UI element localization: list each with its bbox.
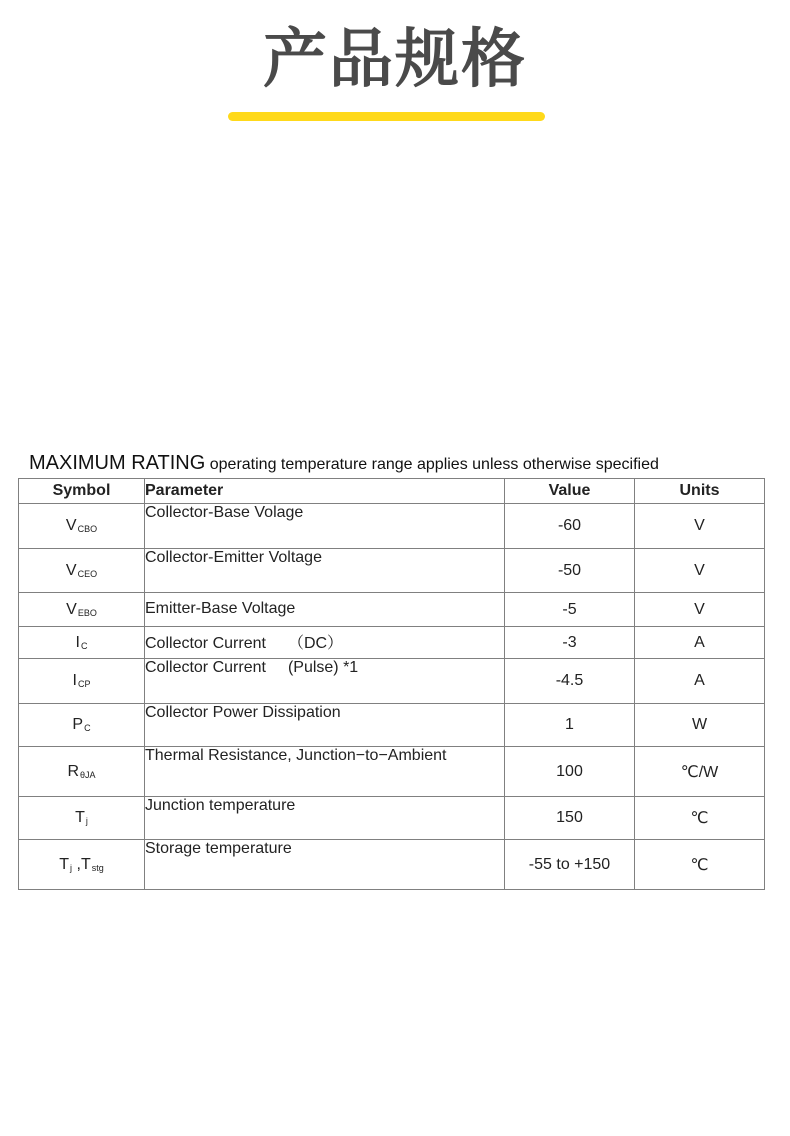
unit-cell: A (635, 627, 765, 659)
parameter-cell: Collector-Emitter Voltage (145, 549, 505, 593)
symbol-cell: $V_{CBO}$ (19, 504, 145, 549)
parameter-cell: Collector Power Dissipation (145, 704, 505, 747)
table-row (19, 797, 765, 840)
symbol-cell: $I_{CP}$ (19, 659, 145, 704)
symbol-cell: $V_{EBO}$ (19, 593, 145, 627)
parameter-cell: Collector Current （DC） (145, 627, 505, 659)
table-header-row (19, 479, 765, 504)
table-row (19, 627, 765, 659)
table-row (19, 840, 765, 890)
table-row (19, 549, 765, 593)
title-underline (228, 112, 545, 121)
header-symbol: Symbol (19, 479, 145, 504)
table-caption (29, 452, 659, 475)
unit-cell: ℃/W (635, 747, 765, 797)
parameter-cell: Collector-Base Volage (145, 504, 505, 549)
table-row (19, 659, 765, 704)
value-cell: -60 (505, 504, 635, 549)
symbol-cell: $I_C$ (19, 627, 145, 659)
unit-cell: A (635, 659, 765, 704)
parameter-cell: Junction temperature (145, 797, 505, 840)
symbol-cell: $R_{\theta JA}$ (19, 747, 145, 797)
table-row (19, 593, 765, 627)
table-row (19, 704, 765, 747)
symbol-cell: $T_j$ (19, 797, 145, 840)
table-row (19, 504, 765, 549)
value-cell: -55 to +150 (505, 840, 635, 890)
value-cell: 1 (505, 704, 635, 747)
parameter-cell: Storage temperature (145, 840, 505, 890)
value-cell: 150 (505, 797, 635, 840)
value-cell: -3 (505, 627, 635, 659)
caption-sub: operating temperature range applies unless otherwise specified (209, 456, 659, 473)
header-parameter: Parameter (145, 479, 505, 504)
value-cell: -50 (505, 549, 635, 593)
unit-cell: ℃ (635, 797, 765, 840)
parameter-cell: Collector Current (Pulse) *1 (145, 659, 505, 704)
header-units: Units (635, 479, 765, 504)
unit-cell: V (635, 504, 765, 549)
parameter-cell: Emitter-Base Voltage (145, 593, 505, 627)
value-cell: -4.5 (505, 659, 635, 704)
unit-cell: ℃ (635, 840, 765, 890)
max-rating-table (18, 478, 765, 890)
page-title: 产品规格 (263, 23, 527, 97)
unit-cell: V (635, 549, 765, 593)
value-cell: -5 (505, 593, 635, 627)
symbol-cell: $P_C$ (19, 704, 145, 747)
symbol-cell: $T_j$ $,T_{stg}$ (19, 840, 145, 890)
unit-cell: V (635, 593, 765, 627)
table-row (19, 747, 765, 797)
caption-main: MAXIMUM RATING (29, 452, 206, 474)
header-value: Value (505, 479, 635, 504)
parameter-cell: Thermal Resistance, Junction−to−Ambient (145, 747, 505, 797)
value-cell: 100 (505, 747, 635, 797)
unit-cell: W (635, 704, 765, 747)
symbol-cell: $V_{CEO}$ (19, 549, 145, 593)
